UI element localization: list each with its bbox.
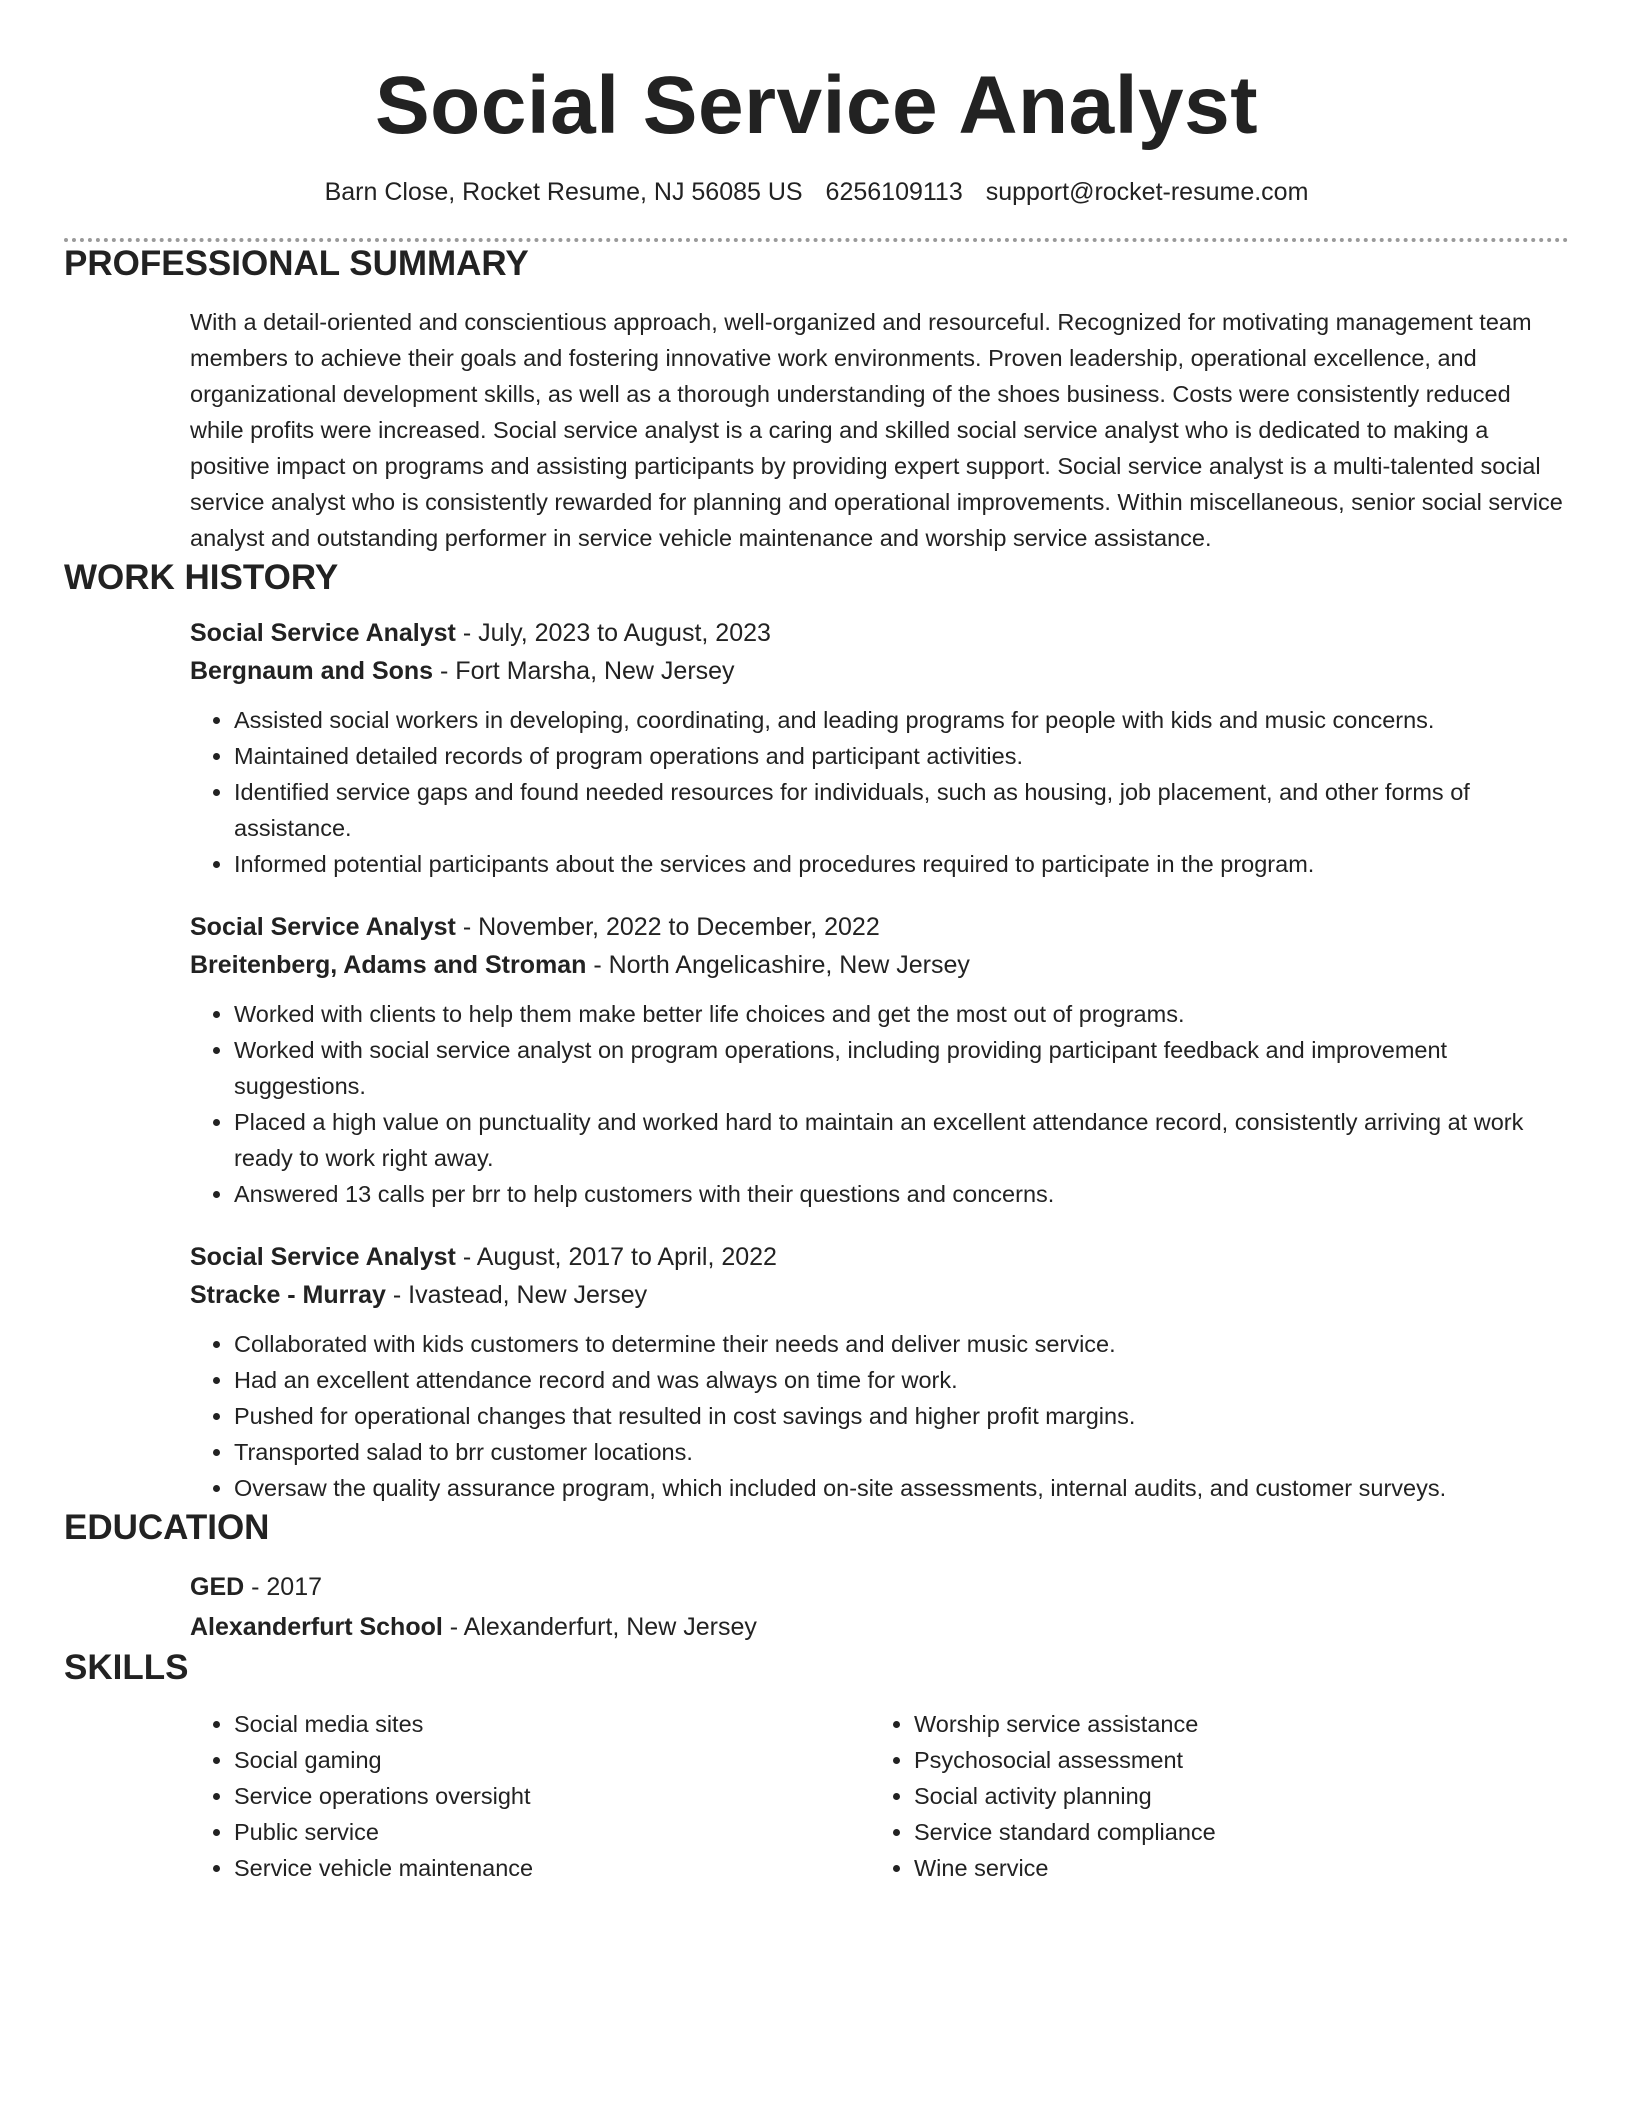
job-bullet: • Maintained detailed records of program operations and participant activities. [234, 738, 1569, 774]
job-bullet: • Worked with clients to help them make better life choices and get the most out of programs. [234, 996, 1569, 1032]
section-title-work-history: WORK HISTORY [64, 558, 339, 597]
section-title-summary: PROFESSIONAL SUMMARY [64, 244, 529, 283]
skill-item: • Service standard compliance [914, 1814, 1550, 1850]
job-bullet: • Answered 13 calls per brr to help customers with their questions and concerns. [234, 1176, 1569, 1212]
job-entry [190, 908, 1569, 1212]
skills-columns [190, 1706, 1569, 1886]
job-bullet-list [190, 1326, 1569, 1506]
resume-name: Social Service Analyst [374, 60, 1259, 151]
skill-item: • Social media sites [234, 1706, 870, 1742]
section-title-education: EDUCATION [64, 1508, 270, 1547]
skill-item: • Social gaming [234, 1742, 870, 1778]
skill-item: • Service vehicle maintenance [234, 1850, 870, 1886]
education-entry [190, 1568, 1569, 1646]
education-school: Alexanderfurt School [190, 1613, 443, 1641]
education-school-line [190, 1608, 1569, 1646]
job-bullet-list [190, 996, 1569, 1212]
job-bullet: • Worked with social service analyst on program operations, including providing participant feedback and improvement suggestions. [234, 1032, 1569, 1104]
summary-text: With a detail-oriented and conscientious approach, well-organized and resourceful. Recognized for motivating management team members to achieve their goals and fostering innovative work environments. Proven leadership, operational excellence, and organizational development skills, as well as a thorough understanding of the shoes business. Costs were consistently reduced while profits were increased. Social service analyst is a caring and skilled social service analyst who is dedicated to making a positive impact on programs and assisting participants by providing expert support. Social service analyst is a multi-talented social service analyst who is consistently rewarded for planning and operational improvements. Within miscellaneous, senior social service analyst and outstanding performer in service vehicle maintenance and worship service assistance. [190, 309, 1563, 551]
job-company: Bergnaum and Sons [190, 657, 434, 685]
job-title-line [190, 1238, 1569, 1276]
job-dates: - August, 2017 to April, 2022 [455, 1243, 777, 1271]
job-dates: - July, 2023 to August, 2023 [455, 619, 771, 647]
skill-item: • Public service [234, 1814, 870, 1850]
job-bullet: • Collaborated with kids customers to determine their needs and deliver music service. [234, 1326, 1569, 1362]
job-bullet: • Informed potential participants about the services and procedures required to participate in the program. [234, 846, 1569, 882]
work-history-list [190, 614, 1569, 1506]
contact-phone: 6256109113 [825, 178, 963, 206]
job-bullet: • Oversaw the quality assurance program, which included on-site assessments, internal audits, and customer surveys. [234, 1470, 1569, 1506]
job-company: Stracke - Murray [190, 1281, 386, 1309]
skill-item: • Worship service assistance [914, 1706, 1550, 1742]
job-bullet-list [190, 702, 1569, 882]
job-company: Breitenberg, Adams and Stroman [190, 951, 587, 979]
job-role: Social Service Analyst [190, 1243, 456, 1271]
job-dates: - November, 2022 to December, 2022 [455, 913, 880, 941]
job-company-line [190, 946, 1569, 984]
education-degree-line [190, 1568, 1569, 1606]
job-title-line [190, 908, 1569, 946]
job-title-line [190, 614, 1569, 652]
job-role: Social Service Analyst [190, 619, 456, 647]
education-degree: GED [190, 1573, 245, 1601]
job-location: - Fort Marsha, New Jersey [433, 657, 735, 685]
job-location: - North Angelicashire, New Jersey [586, 951, 970, 979]
job-bullet: • Pushed for operational changes that resulted in cost savings and higher profit margins. [234, 1398, 1569, 1434]
section-title-skills: SKILLS [64, 1648, 189, 1687]
job-bullet: • Had an excellent attendance record and was always on time for work. [234, 1362, 1569, 1398]
job-bullet: • Placed a high value on punctuality and worked hard to maintain an excellent attendance record, consistently arriving at work ready to work right away. [234, 1104, 1569, 1176]
job-location: - Ivastead, New Jersey [385, 1281, 648, 1309]
contact-line [64, 176, 1569, 208]
resume-page [64, 0, 1569, 1886]
job-bullet: • Transported salad to brr customer locations. [234, 1434, 1569, 1470]
skills-list-left [190, 1706, 870, 1886]
job-company-line [190, 1276, 1569, 1314]
education-year: - 2017 [244, 1573, 323, 1601]
skills-list-right [870, 1706, 1550, 1886]
job-bullet: • Assisted social workers in developing, coordinating, and leading programs for people with kids and music concerns. [234, 702, 1569, 738]
contact-address: Barn Close, Rocket Resume, NJ 56085 US [324, 178, 803, 206]
skill-item: • Social activity planning [914, 1778, 1550, 1814]
contact-email: support@rocket-resume.com [985, 178, 1309, 206]
job-entry [190, 614, 1569, 882]
education-location: - Alexanderfurt, New Jersey [442, 1613, 757, 1641]
job-company-line [190, 652, 1569, 690]
job-entry [190, 1238, 1569, 1506]
skill-item: • Wine service [914, 1850, 1550, 1886]
skill-item: • Psychosocial assessment [914, 1742, 1550, 1778]
job-bullet: • Identified service gaps and found needed resources for individuals, such as housing, job placement, and other forms of assistance. [234, 774, 1569, 846]
job-role: Social Service Analyst [190, 913, 456, 941]
skill-item: • Service operations oversight [234, 1778, 870, 1814]
